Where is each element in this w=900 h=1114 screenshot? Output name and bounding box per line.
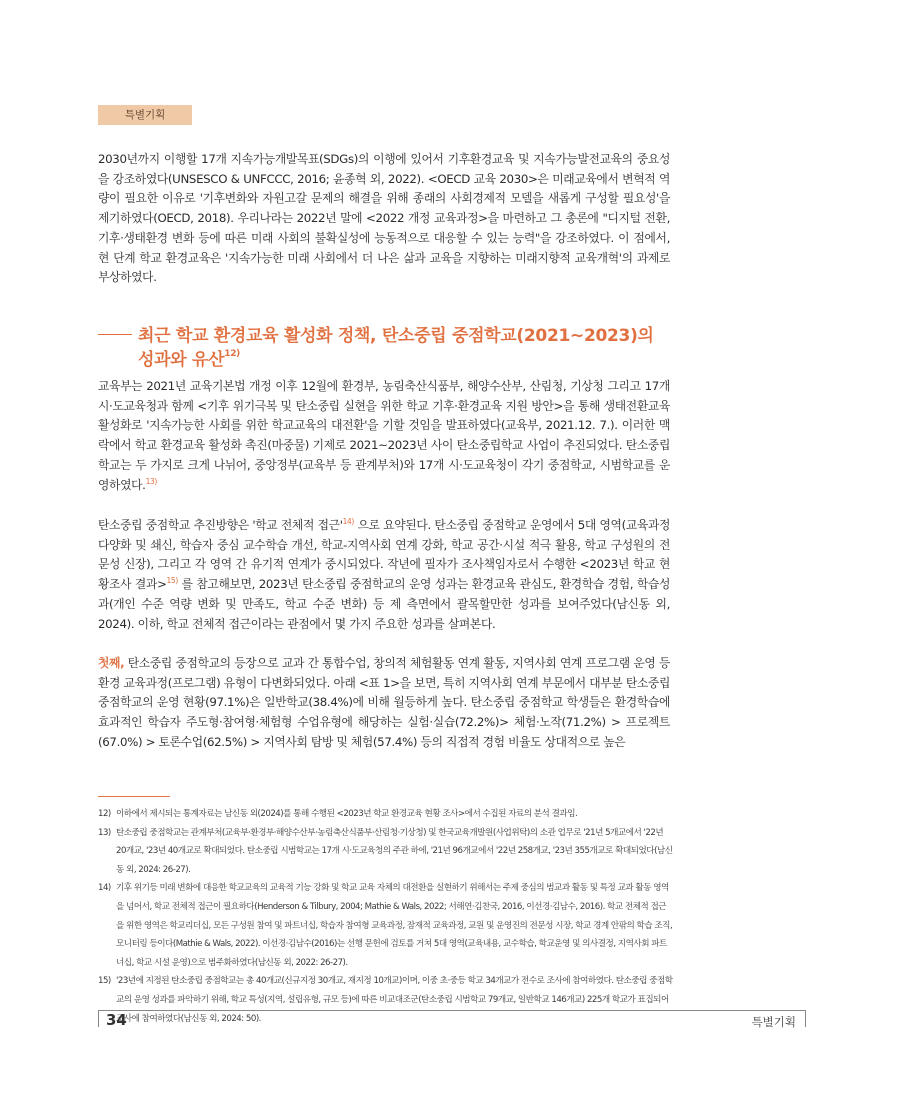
section-heading xyxy=(98,324,670,372)
footnote-number: 14) xyxy=(98,883,111,894)
footnote-number: 15) xyxy=(98,976,111,987)
footnote-ref-14: 14) xyxy=(342,517,355,526)
footnote-divider xyxy=(98,796,170,797)
footnote-15 xyxy=(98,972,673,1028)
paragraph-2 xyxy=(98,377,670,495)
intro-paragraph-text: 2030년까지 이행할 17개 지속가능개발목표(SDGs)의 이행에 있어서 기후환경교육 및 지속가능발전교육의 중요성을 강조하였다(UNSESCO & UNFCCC, 2016; 윤종혁 외, 2022). <OECD 교육 2030>은 미래교육에서 변혁적 역량이 필요한 이유로 '기후변화와 자원고갈 문제의 해결을 위해 종래의 사회경제적 모델을 새롭게 구성할 필요성'을 제기하였다(OECD, 2018). 우리나라는 2022년 말에 <2022 개정 교육과정>을 마련하고 그 총론에 "디지털 전환, 기후·생태환경 변화 등에 따른 미래 사회의 불확실성에 능동적으로 대응할 수 있는 능력"을 강조하였다. 이 점에서, 현 단계 학교 환경교육은 '지속가능한 미래 사회에서 더 나은 삶과 교육을 지향하는 미래지향적 교육개혁'의 과제로 부상하였다. xyxy=(98,152,670,285)
footer-tick-left xyxy=(98,1010,99,1027)
footnote-ref-13: 13) xyxy=(145,476,158,486)
intro-paragraph xyxy=(98,150,670,288)
section-tag: 특별기획 xyxy=(98,105,192,125)
footnote-14 xyxy=(98,879,673,972)
footer-label: 특별기획 xyxy=(751,1015,796,1029)
footer-tick-right xyxy=(805,1010,806,1027)
footnote-text: '23년에 지정된 탄소중립 중점학교는 총 40개교(신규지정 30개교, 재지정 10개교)이며, 이중 초·중등 학교 34개교가 전수로 조사에 참여하였다. 탄소중립 중점학교의 운영 성과를 파악하기 위해, 학교 특성(지역, 설립유형, 규모 등)에 따른 비교대조군(탄소중립 시범학교 79개교, 일반학교 146개교) 225개 학교가 표집되어 조사에 참여하였다(남신동 외, 2024: 50). xyxy=(116,976,673,1024)
paragraph-3 xyxy=(98,516,670,634)
footnote-12 xyxy=(98,805,673,824)
paragraph-4 xyxy=(98,654,670,753)
footnote-text: 기후 위기등 미래 변화에 대응한 학교교육의 교육적 기능 강화 및 학교 교육 자체의 대전환을 실현하기 위해서는 주제 중심의 범교과 활동 및 특정 교과 활동 영역을 넘어서, 학교 전체적 접근이 필요하다(Henderson & Tilbury, 2004; Mathie & Wals, 2022; 서해연·김찬국, 2016, 이선경·김남수, 2016). 학교 전체적 접근을 위한 영역은 학교리더십, 모든 구성원 참여 및 파트너십, 학습자 참여형 교육과정, 잠재적 교육과정, 교원 및 운영진의 전문성 시장, 학교 경계 안팎의 학습 조직, 모니터링 등이다(Mathie & Wals, 2022). 이선경·김남수(2016)는 선행 문헌에 검토를 거쳐 5대 영역(교육내용, 교수학습, 학교운영 및 의사결정, 지역사회 파트너십, 학교 시설 운영)으로 범주화하였다(남신동 외, 2022: 26-27). xyxy=(116,883,673,968)
paragraph-4-lead: 첫째, xyxy=(98,656,125,670)
footer-rule xyxy=(98,1010,806,1011)
footnote-ref-15: 15) xyxy=(166,576,178,586)
page-number: 34 xyxy=(106,1011,127,1029)
heading-line2: 성과와 유산 xyxy=(138,350,225,370)
footnote-13 xyxy=(98,824,673,880)
footnotes xyxy=(98,805,673,1028)
paragraph-3-part3: 를 참고해보면, 2023년 탄소중립 중점학교의 운영 성과는 환경교육 관심도, 환경학습 경험, 학습성과(개인 수준 역량 변화 및 만족도, 학교 수준 변화) 등 제 측면에서 괄목할만한 성과를 보여주었다(남신동 외, 2024). 이하, 학교 전체적 접근이라는 관점에서 몇 가지 주요한 성과를 살펴본다. xyxy=(98,577,670,631)
heading-dash xyxy=(98,334,132,335)
footnote-number: 12) xyxy=(98,809,111,819)
paragraph-3-part1: 탄소중립 중점학교 추진방향은 '학교 전체적 접근' xyxy=(98,518,343,532)
paragraph-3-part2: 으로 요약된다. 탄소중립 중점학교 운영에서 5대 영역(교육과정 다양화 및 쇄신, 학습자 중심 교수학습 개선, 학교-지역사회 연계 강화, 학교 공간·시설 적극 활용, 학교 구성원의 전문성 신장), 그리고 각 영역 간 유기적 연계가 중시되었다. 작년에 필자가 조사책임자로서 수행한 <2023년 학교 현황조사 결과> xyxy=(98,518,670,592)
footnote-text: 이하에서 제시되는 통계자료는 남신동 외(2024)를 통해 수행된 <2023년 학교 환경교육 현황 조사>에서 수집된 자료의 분석 결과임. xyxy=(116,809,578,819)
heading-line1: 최근 학교 환경교육 활성화 정책, 탄소중립 중점학교(2021~2023)의 xyxy=(138,326,654,346)
footnote-number: 13) xyxy=(98,827,111,838)
footnote-text: 탄소중립 중점학교는 관계부처(교육부·환경부·해양수산부·농림축산식품부·산림청·기상청) 및 한국교육개발원(사업위탁)의 소관 업무로 '21년 5개교에서 '22년 20개교, '23년 40개교로 확대되었다. 탄소중립 시범학교는 17개 시·도교육청의 주관 하에, '21년 96개교에서 '22년 258개교, '23년 355개교로 확대되었다(남신동 외, 2024: 26-27). xyxy=(116,827,673,875)
paragraph-2-text: 교육부는 2021년 교육기본법 개정 이후 12월에 환경부, 농림축산식품부, 해양수산부, 산림청, 기상청 그리고 17개 시·도교육청과 함께 <기후 위기극복 및 탄소중립 실현을 위한 학교 기후·환경교육 지원 방안>을 통해 생태전환교육 활성화로 '지속가능한 사회를 위한 학교교육의 대전환'을 기할 것임을 발표하였다(교육부, 2021.12. 7.). 이러한 맥락에서 학교 환경교육 활성화 촉진(마중물) 기제로 2021~2023년 사이 탄소중립학교 사업이 추진되었다. 탄소중립학교는 두 가지로 크게 나뉘어, 중앙정부(교육부 등 관계부처)와 17개 시·도교육청이 각기 중점학교, 시범학교를 운영하였다. xyxy=(98,379,670,492)
paragraph-4-text: 탄소중립 중점학교의 등장으로 교과 간 통합수업, 창의적 체험활동 연계 활동, 지역사회 연계 프로그램 운영 등 환경 교육과정(프로그램) 유형이 다변화되었다. 아래 <표 1>을 보면, 특히 지역사회 연계 부문에서 대부분 탄소중립 중점학교의 운영 현황(97.1%)은 일반학교(38.4%)에 비해 월등하게 높다. 탄소중립 중점학교 학생들은 환경학습에 효과적인 학습자 주도형·참여형·체험형 수업유형에 해당하는 실험·실습(72.2%)> 체험·노작(71.2%) > 프로젝트(67.0%) > 토론수업(62.5%) > 지역사회 탐방 및 체험(57.4%) 등의 직접적 경험 비율도 상대적으로 높은 xyxy=(98,656,670,749)
heading-footnote-ref: 12) xyxy=(224,349,240,359)
